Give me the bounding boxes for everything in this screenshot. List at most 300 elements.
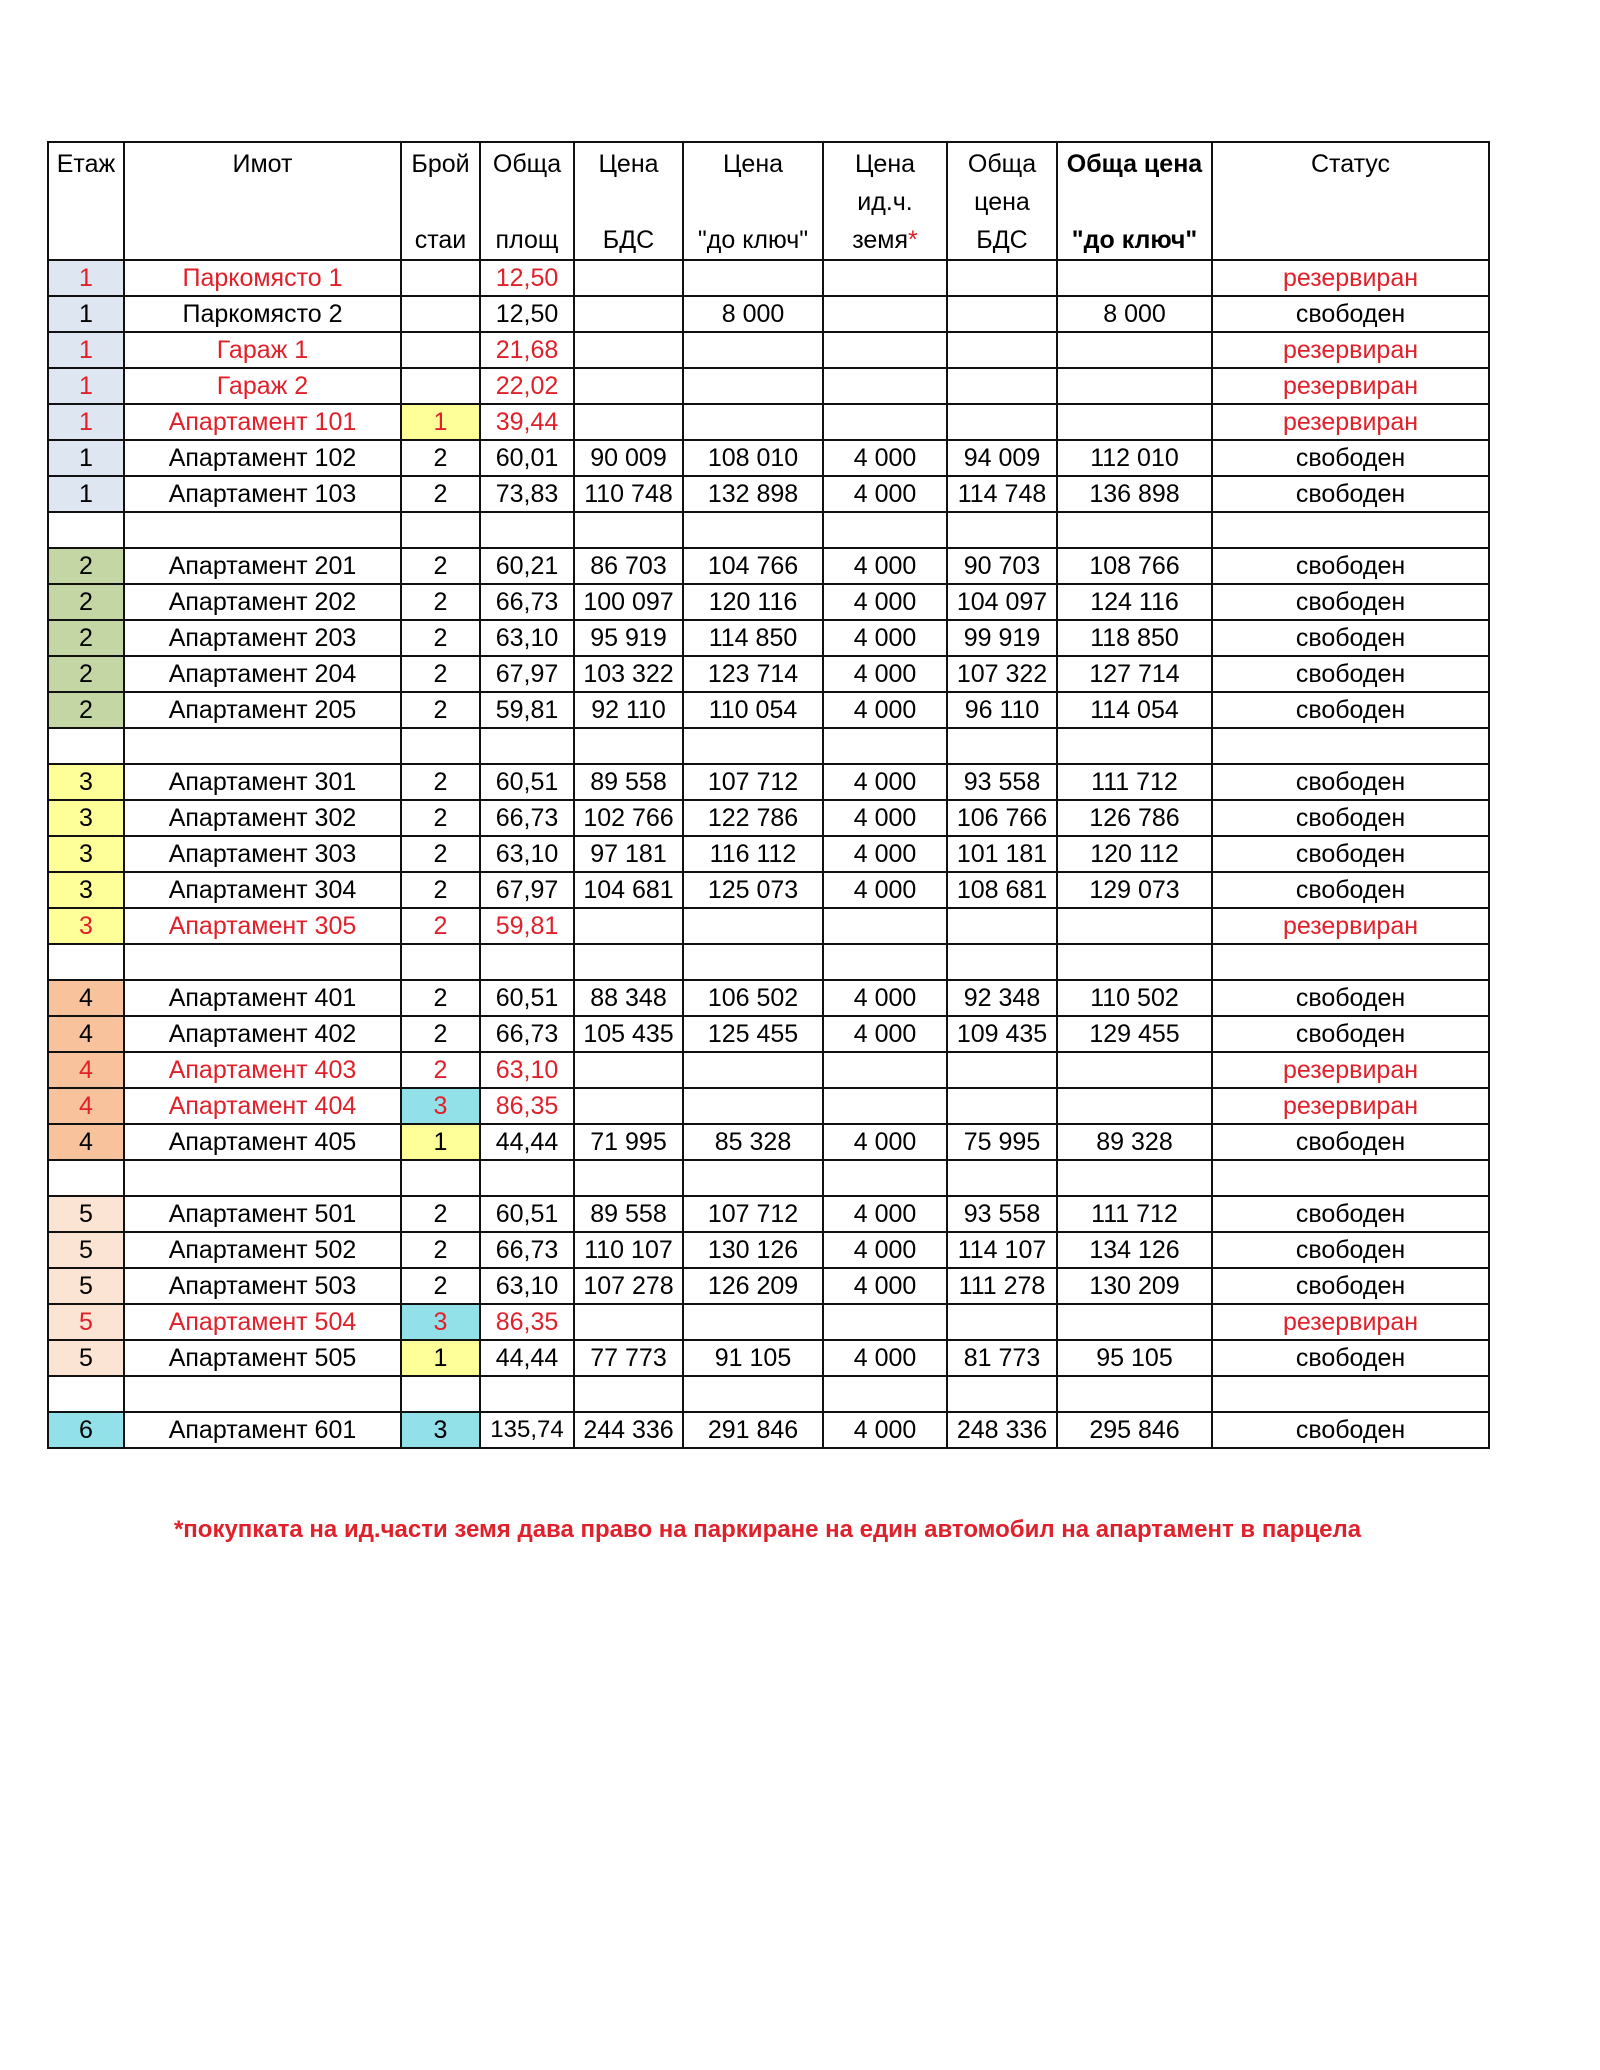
rooms-cell: 2 <box>401 620 480 656</box>
area-cell: 67,97 <box>480 656 574 692</box>
price-land-cell: 4 000 <box>823 1124 947 1160</box>
status-cell: свободен <box>1212 1232 1489 1268</box>
header-line: Цена <box>854 150 916 178</box>
total-bds-cell: 248 336 <box>947 1412 1057 1448</box>
price-key-cell: 125 073 <box>683 872 823 908</box>
header-line: Статус <box>1310 150 1391 178</box>
status-cell: свободен <box>1212 584 1489 620</box>
floor-cell: 4 <box>48 1016 124 1052</box>
total-key-cell: 111 712 <box>1057 1196 1212 1232</box>
area-cell: 60,51 <box>480 980 574 1016</box>
price-key-cell: 126 209 <box>683 1268 823 1304</box>
blank-row <box>48 728 1489 764</box>
total-bds-cell: 75 995 <box>947 1124 1057 1160</box>
total-key-cell <box>1057 1304 1212 1340</box>
total-key-cell: 118 850 <box>1057 620 1212 656</box>
status-cell: свободен <box>1212 1124 1489 1160</box>
table-row <box>48 584 1489 620</box>
price-bds-cell: 86 703 <box>574 548 683 584</box>
header-line: "до ключ" <box>697 226 809 254</box>
status-cell: резервиран <box>1212 368 1489 404</box>
rooms-cell: 2 <box>401 980 480 1016</box>
header-line <box>481 183 573 221</box>
blank-row <box>48 512 1489 548</box>
floor-cell: 2 <box>48 620 124 656</box>
total-key-cell: 130 209 <box>1057 1268 1212 1304</box>
table-row <box>48 548 1489 584</box>
empty-cell <box>480 944 574 980</box>
empty-cell <box>823 944 947 980</box>
property-cell: Апартамент 201 <box>124 548 401 584</box>
status-cell: свободен <box>1212 476 1489 512</box>
property-cell: Апартамент 601 <box>124 1412 401 1448</box>
header-total-key <box>1057 142 1212 260</box>
header-line: Обща <box>967 150 1037 178</box>
floor-cell: 2 <box>48 692 124 728</box>
floor-cell: 4 <box>48 1088 124 1124</box>
table-row <box>48 1340 1489 1376</box>
floor-cell: 1 <box>48 296 124 332</box>
price-key-cell: 125 455 <box>683 1016 823 1052</box>
area-cell: 44,44 <box>480 1124 574 1160</box>
rooms-cell: 2 <box>401 1052 480 1088</box>
header-line: ид.ч. <box>857 188 913 216</box>
total-key-cell: 295 846 <box>1057 1412 1212 1448</box>
price-key-cell: 107 712 <box>683 1196 823 1232</box>
total-bds-cell: 93 558 <box>947 764 1057 800</box>
table-row <box>48 332 1489 368</box>
price-bds-cell: 104 681 <box>574 872 683 908</box>
area-cell: 66,73 <box>480 1016 574 1052</box>
empty-cell <box>1057 1160 1212 1196</box>
status-cell: резервиран <box>1212 908 1489 944</box>
area-cell: 67,97 <box>480 872 574 908</box>
header-line: БДС <box>602 226 655 254</box>
status-cell: свободен <box>1212 548 1489 584</box>
rooms-cell: 1 <box>401 1124 480 1160</box>
price-bds-cell <box>574 1088 683 1124</box>
empty-cell <box>480 1376 574 1412</box>
status-cell: резервиран <box>1212 260 1489 296</box>
header-line: стаи <box>414 226 467 254</box>
price-land-cell: 4 000 <box>823 1196 947 1232</box>
status-cell: свободен <box>1212 836 1489 872</box>
empty-cell <box>124 728 401 764</box>
price-land-cell <box>823 332 947 368</box>
header-line: Цена <box>598 150 659 178</box>
price-bds-cell <box>574 404 683 440</box>
empty-cell <box>401 944 480 980</box>
price-bds-cell: 100 097 <box>574 584 683 620</box>
floor-cell: 1 <box>48 368 124 404</box>
price-land-cell: 4 000 <box>823 656 947 692</box>
price-key-cell: 106 502 <box>683 980 823 1016</box>
price-bds-cell <box>574 908 683 944</box>
header-line: земя* <box>852 226 918 254</box>
empty-cell <box>48 512 124 548</box>
total-key-cell <box>1057 1088 1212 1124</box>
header-line: Цена <box>722 150 784 178</box>
price-key-cell: 130 126 <box>683 1232 823 1268</box>
property-cell: Апартамент 301 <box>124 764 401 800</box>
header-price-key <box>683 142 823 260</box>
total-bds-cell: 104 097 <box>947 584 1057 620</box>
area-cell: 60,21 <box>480 548 574 584</box>
total-key-cell <box>1057 260 1212 296</box>
table-row <box>48 620 1489 656</box>
total-key-cell: 108 766 <box>1057 548 1212 584</box>
status-cell: резервиран <box>1212 1052 1489 1088</box>
rooms-cell: 2 <box>401 440 480 476</box>
floor-cell: 5 <box>48 1304 124 1340</box>
price-land-cell: 4 000 <box>823 1340 947 1376</box>
empty-cell <box>574 944 683 980</box>
property-cell: Апартамент 405 <box>124 1124 401 1160</box>
price-key-cell: 85 328 <box>683 1124 823 1160</box>
floor-cell: 1 <box>48 440 124 476</box>
header-line <box>402 183 479 221</box>
area-cell: 63,10 <box>480 1052 574 1088</box>
price-bds-cell: 244 336 <box>574 1412 683 1448</box>
empty-cell <box>48 728 124 764</box>
rooms-cell: 1 <box>401 404 480 440</box>
status-cell: свободен <box>1212 1268 1489 1304</box>
price-land-cell: 4 000 <box>823 620 947 656</box>
price-key-cell: 91 105 <box>683 1340 823 1376</box>
table-row <box>48 836 1489 872</box>
total-key-cell: 114 054 <box>1057 692 1212 728</box>
property-cell: Апартамент 302 <box>124 800 401 836</box>
empty-cell <box>1057 512 1212 548</box>
rooms-cell <box>401 296 480 332</box>
total-key-cell: 120 112 <box>1057 836 1212 872</box>
header-price-bds <box>574 142 683 260</box>
area-cell: 66,73 <box>480 800 574 836</box>
price-key-cell: 122 786 <box>683 800 823 836</box>
price-key-cell: 110 054 <box>683 692 823 728</box>
status-cell: свободен <box>1212 1340 1489 1376</box>
empty-cell <box>947 1376 1057 1412</box>
price-key-cell: 116 112 <box>683 836 823 872</box>
area-cell: 63,10 <box>480 836 574 872</box>
area-cell: 73,83 <box>480 476 574 512</box>
property-cell: Апартамент 304 <box>124 872 401 908</box>
empty-cell <box>1212 728 1489 764</box>
floor-cell: 6 <box>48 1412 124 1448</box>
table-row <box>48 404 1489 440</box>
empty-cell <box>48 944 124 980</box>
property-cell: Апартамент 103 <box>124 476 401 512</box>
floor-cell: 2 <box>48 584 124 620</box>
price-land-cell: 4 000 <box>823 872 947 908</box>
price-key-cell: 8 000 <box>683 296 823 332</box>
total-key-cell: 124 116 <box>1057 584 1212 620</box>
property-cell: Апартамент 101 <box>124 404 401 440</box>
header-line <box>684 183 822 221</box>
rooms-cell: 3 <box>401 1412 480 1448</box>
empty-cell <box>947 944 1057 980</box>
table-row <box>48 908 1489 944</box>
header-line: Обща цена <box>1066 150 1203 178</box>
status-cell: свободен <box>1212 1196 1489 1232</box>
price-bds-cell: 110 107 <box>574 1232 683 1268</box>
table-row <box>48 368 1489 404</box>
price-bds-cell <box>574 1052 683 1088</box>
rooms-cell: 2 <box>401 764 480 800</box>
price-land-cell: 4 000 <box>823 440 947 476</box>
property-cell: Апартамент 404 <box>124 1088 401 1124</box>
table-row <box>48 1088 1489 1124</box>
price-key-cell: 114 850 <box>683 620 823 656</box>
header-status <box>1212 142 1489 260</box>
price-key-cell <box>683 404 823 440</box>
price-bds-cell: 97 181 <box>574 836 683 872</box>
floor-cell: 5 <box>48 1196 124 1232</box>
price-key-cell: 107 712 <box>683 764 823 800</box>
price-key-cell: 132 898 <box>683 476 823 512</box>
floor-cell: 4 <box>48 1052 124 1088</box>
empty-cell <box>574 1376 683 1412</box>
rooms-cell <box>401 332 480 368</box>
total-bds-cell <box>947 404 1057 440</box>
rooms-cell: 3 <box>401 1304 480 1340</box>
header-line: цена <box>974 188 1030 216</box>
header-rooms <box>401 142 480 260</box>
price-bds-cell: 105 435 <box>574 1016 683 1052</box>
empty-cell <box>1057 728 1212 764</box>
rooms-cell: 2 <box>401 836 480 872</box>
header-line: Етаж <box>56 150 116 178</box>
property-cell: Апартамент 205 <box>124 692 401 728</box>
header-line: БДС <box>976 226 1028 254</box>
area-cell: 44,44 <box>480 1340 574 1376</box>
empty-cell <box>480 1160 574 1196</box>
total-key-cell: 111 712 <box>1057 764 1212 800</box>
floor-cell: 2 <box>48 656 124 692</box>
floor-cell: 3 <box>48 872 124 908</box>
floor-cell: 5 <box>48 1232 124 1268</box>
header-line: "до ключ" <box>1071 226 1198 254</box>
area-cell: 86,35 <box>480 1304 574 1340</box>
total-key-cell: 89 328 <box>1057 1124 1212 1160</box>
status-cell: свободен <box>1212 764 1489 800</box>
header-line <box>1058 183 1211 221</box>
price-land-cell <box>823 908 947 944</box>
area-cell: 63,10 <box>480 1268 574 1304</box>
property-cell: Апартамент 501 <box>124 1196 401 1232</box>
price-land-cell: 4 000 <box>823 800 947 836</box>
price-land-cell: 4 000 <box>823 1016 947 1052</box>
total-bds-cell <box>947 1052 1057 1088</box>
header-line: Обща <box>492 150 562 178</box>
status-cell: свободен <box>1212 800 1489 836</box>
area-cell: 60,01 <box>480 440 574 476</box>
floor-cell: 4 <box>48 980 124 1016</box>
total-key-cell: 112 010 <box>1057 440 1212 476</box>
area-cell: 66,73 <box>480 1232 574 1268</box>
empty-cell <box>1212 512 1489 548</box>
empty-cell <box>823 1376 947 1412</box>
total-bds-cell <box>947 1088 1057 1124</box>
blank-row <box>48 944 1489 980</box>
rooms-cell: 2 <box>401 872 480 908</box>
price-key-cell <box>683 1304 823 1340</box>
property-cell: Апартамент 402 <box>124 1016 401 1052</box>
price-bds-cell <box>574 1304 683 1340</box>
empty-cell <box>683 728 823 764</box>
price-land-cell <box>823 1304 947 1340</box>
floor-cell: 3 <box>48 836 124 872</box>
floor-cell: 4 <box>48 1124 124 1160</box>
header-area <box>480 142 574 260</box>
floor-cell: 1 <box>48 332 124 368</box>
total-key-cell: 129 073 <box>1057 872 1212 908</box>
total-key-cell <box>1057 368 1212 404</box>
empty-cell <box>683 944 823 980</box>
table-row <box>48 656 1489 692</box>
header-price-land <box>823 142 947 260</box>
price-bds-cell: 103 322 <box>574 656 683 692</box>
empty-cell <box>823 512 947 548</box>
property-cell: Апартамент 303 <box>124 836 401 872</box>
total-key-cell: 129 455 <box>1057 1016 1212 1052</box>
property-cell: Паркомясто 1 <box>124 260 401 296</box>
property-cell: Апартамент 305 <box>124 908 401 944</box>
empty-cell <box>574 1160 683 1196</box>
header-line: Брой <box>411 150 470 178</box>
total-bds-cell: 109 435 <box>947 1016 1057 1052</box>
price-bds-cell: 102 766 <box>574 800 683 836</box>
total-bds-cell: 111 278 <box>947 1268 1057 1304</box>
property-cell: Апартамент 503 <box>124 1268 401 1304</box>
table-row <box>48 1412 1489 1448</box>
price-bds-cell: 90 009 <box>574 440 683 476</box>
price-bds-cell: 71 995 <box>574 1124 683 1160</box>
table-row <box>48 692 1489 728</box>
rooms-cell: 2 <box>401 908 480 944</box>
price-land-cell: 4 000 <box>823 1412 947 1448</box>
total-key-cell: 136 898 <box>1057 476 1212 512</box>
rooms-cell: 3 <box>401 1088 480 1124</box>
total-bds-cell <box>947 908 1057 944</box>
rooms-cell: 2 <box>401 1196 480 1232</box>
price-land-cell: 4 000 <box>823 548 947 584</box>
empty-cell <box>480 512 574 548</box>
total-key-cell <box>1057 332 1212 368</box>
status-cell: резервиран <box>1212 404 1489 440</box>
total-bds-cell: 101 181 <box>947 836 1057 872</box>
price-bds-cell: 95 919 <box>574 620 683 656</box>
total-bds-cell <box>947 1304 1057 1340</box>
status-cell: свободен <box>1212 1016 1489 1052</box>
total-bds-cell <box>947 260 1057 296</box>
price-key-cell <box>683 332 823 368</box>
status-cell: резервиран <box>1212 1304 1489 1340</box>
empty-cell <box>124 1376 401 1412</box>
floor-cell: 2 <box>48 548 124 584</box>
price-bds-cell <box>574 368 683 404</box>
total-bds-cell <box>947 332 1057 368</box>
property-cell: Апартамент 505 <box>124 1340 401 1376</box>
header-property <box>124 142 401 260</box>
floor-cell: 5 <box>48 1268 124 1304</box>
empty-cell <box>1057 1376 1212 1412</box>
empty-cell <box>1212 1160 1489 1196</box>
table-row <box>48 476 1489 512</box>
property-cell: Гараж 2 <box>124 368 401 404</box>
price-key-cell: 104 766 <box>683 548 823 584</box>
total-bds-cell: 99 919 <box>947 620 1057 656</box>
status-cell: свободен <box>1212 1412 1489 1448</box>
total-key-cell: 127 714 <box>1057 656 1212 692</box>
empty-cell <box>401 512 480 548</box>
status-cell: резервиран <box>1212 1088 1489 1124</box>
empty-cell <box>947 728 1057 764</box>
empty-cell <box>48 1160 124 1196</box>
floor-cell: 5 <box>48 1340 124 1376</box>
price-key-cell <box>683 368 823 404</box>
price-land-cell: 4 000 <box>823 980 947 1016</box>
price-land-cell <box>823 404 947 440</box>
empty-cell <box>823 1160 947 1196</box>
area-cell: 21,68 <box>480 332 574 368</box>
total-key-cell <box>1057 908 1212 944</box>
rooms-cell: 2 <box>401 1016 480 1052</box>
property-cell: Апартамент 502 <box>124 1232 401 1268</box>
price-land-cell <box>823 296 947 332</box>
table-row <box>48 1016 1489 1052</box>
area-cell: 12,50 <box>480 260 574 296</box>
property-cell: Апартамент 102 <box>124 440 401 476</box>
total-key-cell: 110 502 <box>1057 980 1212 1016</box>
table-row <box>48 1232 1489 1268</box>
total-bds-cell: 108 681 <box>947 872 1057 908</box>
price-key-cell: 108 010 <box>683 440 823 476</box>
area-cell: 135,74 <box>480 1412 574 1448</box>
floor-cell: 3 <box>48 764 124 800</box>
total-key-cell: 134 126 <box>1057 1232 1212 1268</box>
footnote: *покупката на ид.части земя дава право на паркиране на един автомобил на апартамент в парцела <box>173 1516 1362 1543</box>
rooms-cell: 1 <box>401 1340 480 1376</box>
table-row <box>48 296 1489 332</box>
table-row <box>48 440 1489 476</box>
property-cell: Апартамент 403 <box>124 1052 401 1088</box>
price-bds-cell: 92 110 <box>574 692 683 728</box>
property-cell: Апартамент 504 <box>124 1304 401 1340</box>
empty-cell <box>574 728 683 764</box>
price-bds-cell: 89 558 <box>574 1196 683 1232</box>
price-land-cell <box>823 1088 947 1124</box>
total-bds-cell: 114 107 <box>947 1232 1057 1268</box>
asterisk-mark: * <box>908 226 918 254</box>
status-cell: свободен <box>1212 980 1489 1016</box>
price-land-cell <box>823 260 947 296</box>
area-cell: 60,51 <box>480 1196 574 1232</box>
floor-cell: 3 <box>48 908 124 944</box>
price-bds-cell: 89 558 <box>574 764 683 800</box>
area-cell: 86,35 <box>480 1088 574 1124</box>
total-key-cell <box>1057 404 1212 440</box>
floor-cell: 1 <box>48 404 124 440</box>
total-bds-cell: 114 748 <box>947 476 1057 512</box>
area-cell: 59,81 <box>480 692 574 728</box>
floor-cell: 1 <box>48 260 124 296</box>
table-row <box>48 872 1489 908</box>
empty-cell <box>1057 944 1212 980</box>
property-cell: Гараж 1 <box>124 332 401 368</box>
header-line: Имот <box>232 150 293 178</box>
floor-cell: 3 <box>48 800 124 836</box>
